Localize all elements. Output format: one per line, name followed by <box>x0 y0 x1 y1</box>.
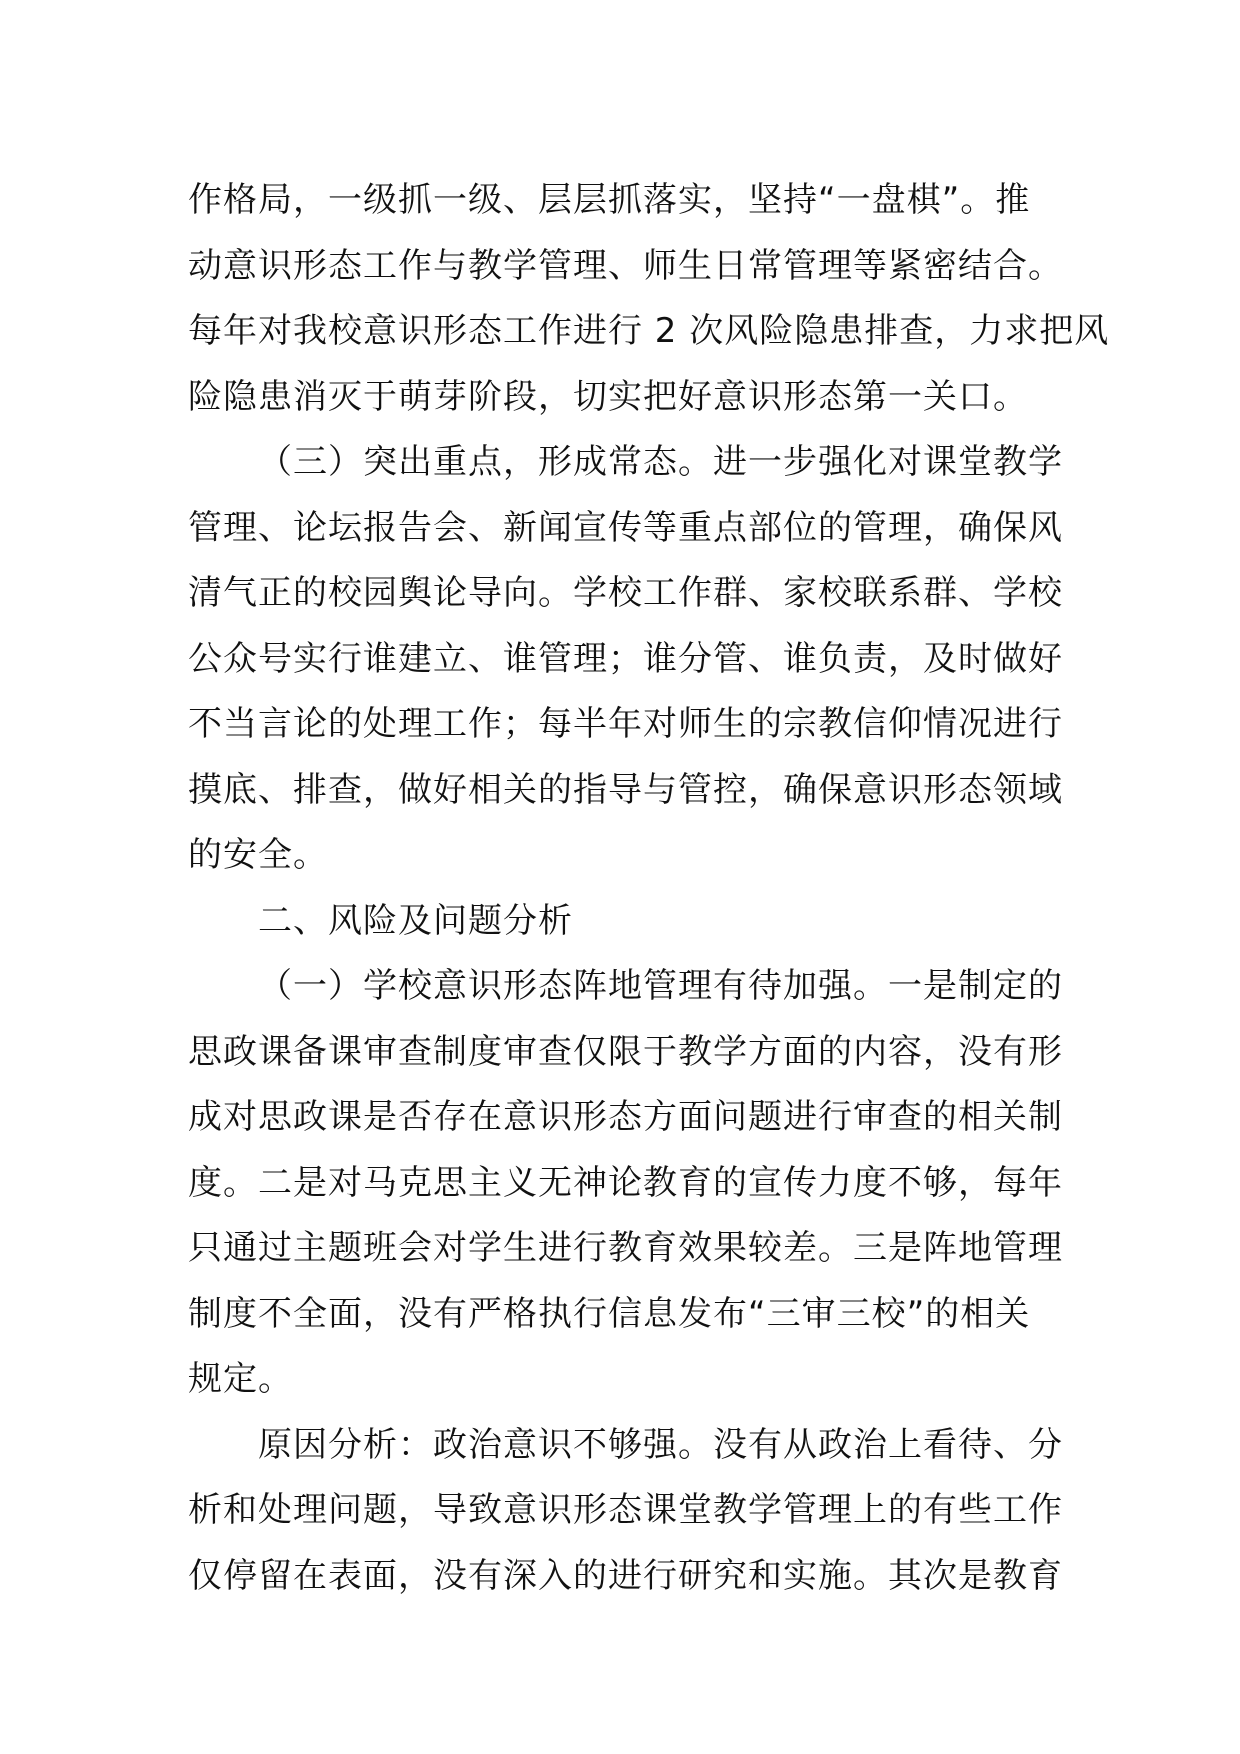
section-title: 二、风险及问题分析 <box>258 900 573 941</box>
text-line: 摸底、排查，做好相关的指导与管控，确保意识形态领域 <box>188 769 1063 810</box>
text-line: 公众号实行谁建立、谁管理；谁分管、谁负责，及时做好 <box>188 638 1063 679</box>
text-line: 险隐患消灭于萌芽阶段，切实把好意识形态第一关口。 <box>188 376 1028 417</box>
text-line: 度。二是对马克思主义无神论教育的宣传力度不够，每年 <box>188 1162 1063 1203</box>
body-text <box>188 168 1110 1609</box>
text-line: 不当言论的处理工作；每半年对师生的宗教信仰情况进行 <box>188 704 1063 744</box>
text-line: 动意识形态工作与教学管理、师生日常管理等紧密结合。 <box>188 245 1063 286</box>
text-line: 只通过主题班会对学生进行教育效果较差。三是阵地管理 <box>188 1228 1063 1268</box>
text-line: 的安全。 <box>188 835 328 875</box>
text-line: 每年对我校意识形态工作进行 2 次风险隐患排查，力求把风 <box>188 311 1110 351</box>
text-line: 清气正的校园舆论导向。学校工作群、家校联系群、学校 <box>188 573 1063 613</box>
paragraph-start-line: 原因分析：政治意识不够强。没有从政治上看待、分 <box>258 1424 1063 1465</box>
section-heading-line: （一）学校意识形态阵地管理有待加强。一是制定的 <box>258 966 1063 1006</box>
section-heading-line: （三）突出重点，形成常态。进一步强化对课堂教学 <box>258 442 1063 482</box>
text-line: 仅停留在表面，没有深入的进行研究和实施。其次是教育 <box>188 1555 1063 1596</box>
text-line: 析和处理问题，导致意识形态课堂教学管理上的有些工作 <box>188 1490 1063 1530</box>
text-line: 思政课备课审查制度审查仅限于教学方面的内容，没有形 <box>188 1031 1063 1072</box>
text-line: 规定。 <box>188 1359 293 1399</box>
text-line: 管理、论坛报告会、新闻宣传等重点部位的管理，确保风 <box>188 507 1063 548</box>
text-line: 成对思政课是否存在意识形态方面问题进行审查的相关制 <box>188 1097 1063 1137</box>
text-line: 制度不全面，没有严格执行信息发布“三审三校”的相关 <box>188 1293 1031 1334</box>
text-line: 作格局，一级抓一级、层层抓落实，坚持“一盘棋”。推 <box>188 180 1031 220</box>
